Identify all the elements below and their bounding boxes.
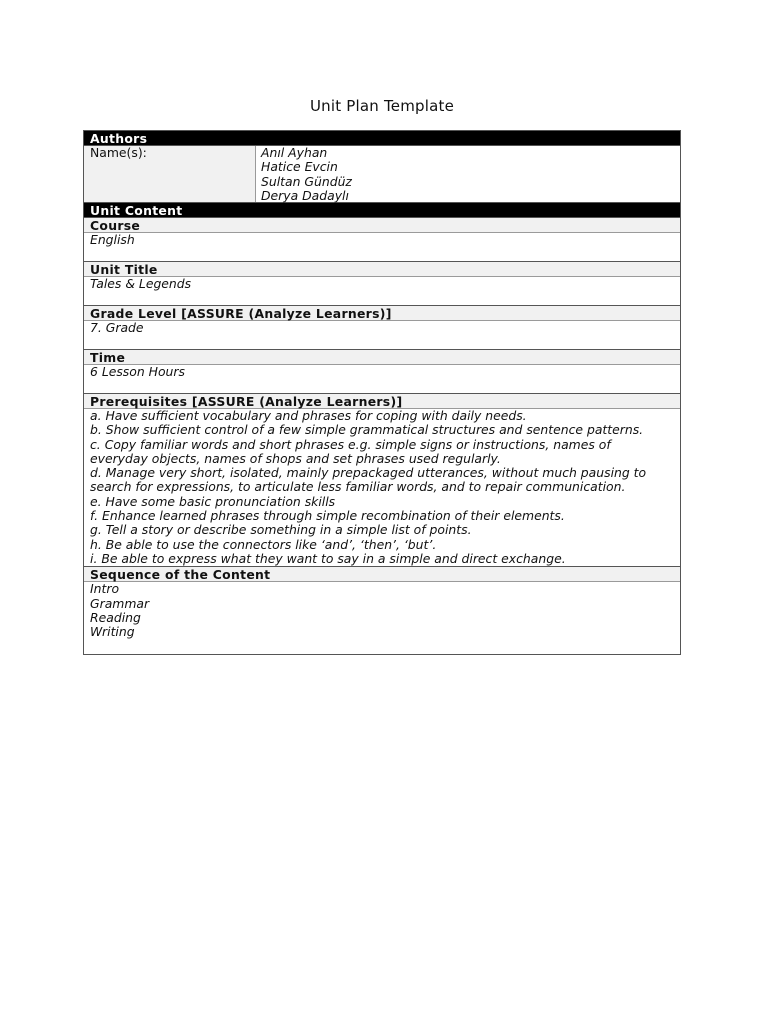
sequence-label: Sequence of the Content <box>84 567 680 582</box>
prerequisite-line: d. Manage very short, isolated, mainly prepackaged utterances, without much pausing to <box>90 465 647 481</box>
prerequisite-line: e. Have some basic pronunciation skills <box>90 493 336 509</box>
sequence-list <box>84 582 680 654</box>
prerequisites-list <box>84 409 680 567</box>
unit-content-header: Unit Content <box>84 203 680 218</box>
prerequisite-line: b. Show sufficient control of a few simple grammatical structures and sentence patterns. <box>90 422 644 438</box>
author-name: Derya Dadaylı <box>261 188 349 204</box>
sequence-item: Grammar <box>90 595 150 611</box>
page-title: Unit Plan Template <box>309 97 455 115</box>
time-label: Time <box>84 350 680 365</box>
author-names-list <box>256 146 680 202</box>
authors-names-row <box>84 146 680 203</box>
names-label: Name(s): <box>84 146 256 202</box>
prerequisite-line: everyday objects, names of shops and set phrases used regularly. <box>90 450 501 466</box>
grade-level-label: Grade Level [ASSURE (Analyze Learners)] <box>84 306 680 321</box>
grade-level-value: 7. Grade <box>84 321 680 350</box>
unit-title-value: Tales & Legends <box>84 277 680 306</box>
author-name: Sultan Gündüz <box>261 173 352 189</box>
prerequisite-line: g. Tell a story or describe something in a simple list of points. <box>90 522 472 538</box>
unit-plan-table <box>83 130 681 655</box>
time-value: 6 Lesson Hours <box>84 365 680 394</box>
prerequisite-line: a. Have sufficient vocabulary and phrases for coping with daily needs. <box>90 408 527 423</box>
prerequisite-line: i. Be able to express what they want to say in a simple and direct exchange. <box>90 550 566 566</box>
course-value: English <box>84 233 680 262</box>
prerequisite-line: h. Be able to use the connectors like ‘and’, ‘then’, ‘but’. <box>90 536 437 552</box>
unit-title-label: Unit Title <box>84 262 680 277</box>
prerequisite-line: f. Enhance learned phrases through simple recombination of their elements. <box>90 508 565 524</box>
authors-header: Authors <box>84 131 680 146</box>
prerequisites-label: Prerequisites [ASSURE (Analyze Learners)] <box>84 394 680 409</box>
author-name: Anıl Ayhan <box>261 145 328 160</box>
sequence-item: Intro <box>90 581 120 597</box>
author-name: Hatice Evcin <box>261 159 338 175</box>
prerequisite-line: search for expressions, to articulate less familiar words, and to repair communication. <box>90 479 626 495</box>
sequence-item: Writing <box>90 624 135 640</box>
prerequisite-line: c. Copy familiar words and short phrases e.g. simple signs or instructions, names of <box>90 436 611 452</box>
course-label: Course <box>84 218 680 233</box>
sequence-item: Reading <box>90 609 141 625</box>
